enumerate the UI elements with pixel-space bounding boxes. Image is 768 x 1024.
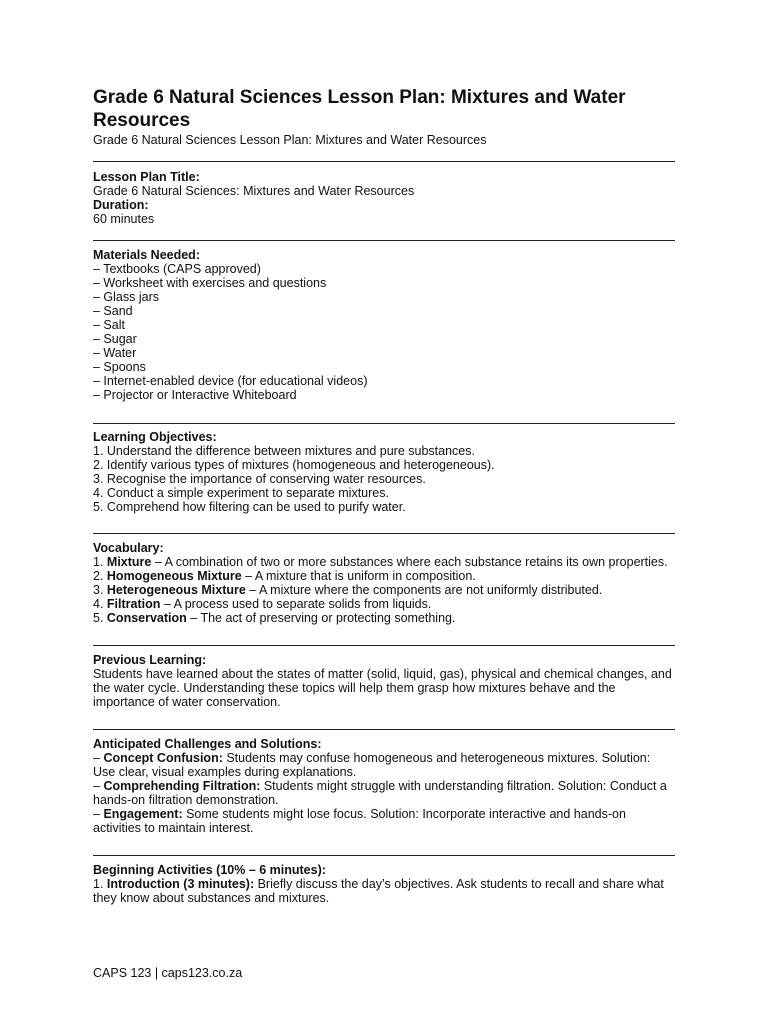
item-number: 5. (93, 611, 107, 625)
challenge-term: Comprehending Filtration: (103, 779, 261, 793)
divider (93, 240, 675, 241)
list-item: – Internet-enabled device (for educational videos) (93, 374, 368, 388)
previous-learning-heading: Previous Learning: (93, 653, 207, 667)
activity-term: Introduction (3 minutes): (106, 877, 255, 891)
list-item (93, 611, 675, 625)
item-number: 2. (93, 569, 107, 583)
overview-section (93, 170, 675, 226)
list-item: – Textbooks (CAPS approved) (93, 262, 261, 276)
list-item: – Worksheet with exercises and questions (93, 276, 327, 290)
divider (93, 645, 675, 646)
challenge-term: Concept Confusion: (103, 751, 223, 765)
item-dash: – (93, 807, 104, 821)
divider (93, 855, 675, 856)
list-item (93, 569, 675, 583)
list-item: – Spoons (93, 360, 146, 374)
objectives-heading: Learning Objectives: (93, 430, 217, 444)
item-dash: – (93, 751, 104, 765)
vocab-definition: – A mixture where the components are not uniformly distributed. (245, 583, 603, 597)
list-item (93, 751, 675, 779)
list-item: – Glass jars (93, 290, 159, 304)
divider (93, 423, 675, 424)
item-number: 1. (93, 555, 107, 569)
list-item (93, 807, 675, 835)
materials-section (93, 248, 675, 402)
challenges-section (93, 737, 675, 835)
vocabulary-section (93, 541, 675, 625)
list-item: – Projector or Interactive Whiteboard (93, 388, 297, 402)
vocabulary-heading: Vocabulary: (93, 541, 164, 555)
beginning-activities-heading: Beginning Activities (10% – 6 minutes): (93, 863, 326, 877)
activity-text: Briefly discuss the day’s objectives. Ask students to recall and share what they know about substances and mixtures. (93, 877, 664, 905)
divider (93, 729, 675, 730)
challenge-text: Some students might lose focus. Solution: Incorporate interactive and hands-on activities to maintain interest. (93, 807, 626, 835)
divider (93, 161, 675, 162)
challenge-text: Students might struggle with understanding filtration. Solution: Conduct a hands-on filtration demonstration. (93, 779, 667, 807)
document-subtitle: Grade 6 Natural Sciences Lesson Plan: Mixtures and Water Resources (93, 133, 487, 147)
vocab-term: Homogeneous Mixture (106, 569, 242, 583)
list-item: 5. Comprehend how filtering can be used to purify water. (93, 500, 406, 514)
lesson-title-label: Lesson Plan Title: (93, 170, 200, 184)
document-title: Grade 6 Natural Sciences Lesson Plan: Mixtures and Water Resources (93, 87, 626, 131)
duration-value: 60 minutes (93, 212, 155, 226)
list-item (93, 779, 675, 807)
list-item (93, 583, 675, 597)
list-item (93, 877, 675, 905)
list-item: 2. Identify various types of mixtures (homogeneous and heterogeneous). (93, 458, 495, 472)
list-item (93, 555, 675, 569)
previous-learning-text: Students have learned about the states of matter (solid, liquid, gas), physical and chemical changes, and the water cycle. Understanding these topics will help them grasp how mixtures behave and the importance of water conservation. (93, 667, 672, 709)
lesson-title-value: Grade 6 Natural Sciences: Mixtures and Water Resources (93, 184, 415, 198)
objectives-section (93, 430, 675, 514)
list-item: – Sand (93, 304, 133, 318)
item-number: 1. (93, 877, 107, 891)
list-item: 1. Understand the difference between mixtures and pure substances. (93, 444, 475, 458)
list-item: – Water (93, 346, 137, 360)
vocab-term: Conservation (106, 611, 187, 625)
vocab-definition: – A mixture that is uniform in composition. (241, 569, 476, 583)
list-item: 4. Conduct a simple experiment to separate mixtures. (93, 486, 389, 500)
item-number: 4. (93, 597, 107, 611)
list-item (93, 597, 675, 611)
document-page (93, 86, 675, 905)
item-number: 3. (93, 583, 107, 597)
vocab-definition: – The act of preserving or protecting something. (186, 611, 456, 625)
page-footer: CAPS 123 | caps123.co.za (93, 966, 243, 980)
duration-label: Duration: (93, 198, 149, 212)
previous-learning-section (93, 653, 675, 709)
materials-heading: Materials Needed: (93, 248, 200, 262)
list-item: 3. Recognise the importance of conserving water resources. (93, 472, 426, 486)
beginning-activities-section (93, 863, 675, 905)
item-dash: – (93, 779, 104, 793)
vocab-term: Mixture (106, 555, 152, 569)
vocab-term: Heterogeneous Mixture (106, 583, 246, 597)
list-item: – Salt (93, 318, 125, 332)
challenge-term: Engagement: (103, 807, 183, 821)
vocab-definition: – A process used to separate solids from liquids. (160, 597, 432, 611)
challenge-text: Students may confuse homogeneous and heterogeneous mixtures. Solution: Use clear, visual examples during explanations. (93, 751, 651, 779)
vocab-definition: – A combination of two or more substances where each substance retains its own properties. (151, 555, 668, 569)
challenges-heading: Anticipated Challenges and Solutions: (93, 737, 322, 751)
vocab-term: Filtration (106, 597, 161, 611)
divider (93, 533, 675, 534)
list-item: – Sugar (93, 332, 137, 346)
